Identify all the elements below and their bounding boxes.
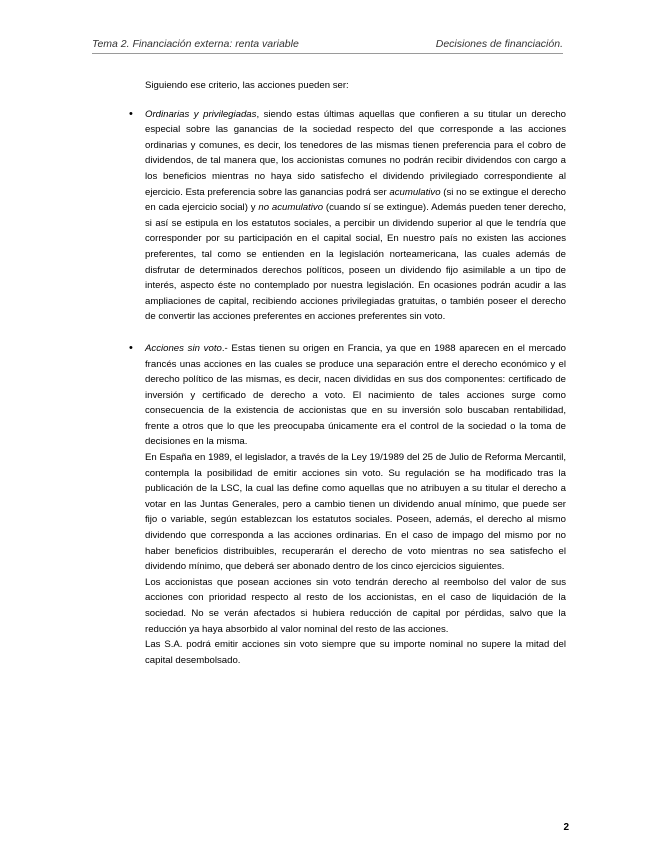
paragraph-emision: Las S.A. podrá emitir acciones sin voto siempre que su importe nominal no supere la mitad del capital desembolsado. [145, 639, 566, 666]
page-header [92, 38, 563, 50]
header-left-title: Tema 2. Financiación externa: renta variable [92, 38, 299, 50]
bullet-paragraph [145, 341, 566, 450]
bullet1-text-a: , siendo estas últimas aquellas que confieren a su titular un derecho especial sobre las ganancias de la sociedad respecto del que corresponde a las acciones ordinarias y comunes, es decir, los tenedores de las mismas tienen preferencia para el cobro de dividendos, de tal manera que, los accionistas comunes no podrán recibir dividendos con cargo a los beneficios mientras no haya sido satisfecho el dividendo privilegiado correspondiente al ejercicio. Esta preferencia sobre las ganancias podrá ser [145, 108, 566, 198]
page-number: 2 [563, 822, 569, 833]
header-rule [92, 53, 563, 54]
term-no-acumulativo: no acumulativo [258, 202, 324, 214]
header-right-title: Decisiones de financiación. [435, 38, 563, 50]
bullet-icon: • [129, 341, 133, 354]
bullet1-text-c: (cuando sí se extingue). Además pueden tener derecho, si así se estipula en los estatutos sociales, a percibir un dividendo superior al que le tendría que corresponder por su participación en el capital social, En nuestro país no existen las acciones preferentes, tal como se entienden en la legislación norteamericana, las cuales además de disfrutar de determinados derechos políticos, poseen un dividendo fijo asimilable a un tipo de interés, aspecto éste no contemplado por nuestra legislación. En ocasiones podrán acudir a las ampliaciones de capital, recibiendo acciones privilegiadas gratuitas, o también poseer el derecho de convertir las acciones preferentes en acciones preferentes sin voto. [145, 202, 567, 323]
intro-paragraph: Siguiendo ese criterio, las acciones pueden ser: [145, 80, 349, 91]
bullet1-text-b: (si no se extingue el derecho en cada ejercicio social) y [145, 186, 566, 214]
term-ordinarias: Ordinarias y privilegiadas [145, 108, 257, 120]
bullet2-text-a: .- Estas tienen su origen en Francia, ya que en 1988 aparecen en el mercado francés unas acciones en las cuales se produce una separación entre el derecho económico y el derecho político de las mismas, es decir, nacen divididas en sus dos componentes: certificado de inversión y certificado de derecho a voto. El nacimiento de tales acciones surge como consecuencia de la existencia de accionistas que en su inversión solo buscaban rentabilidad, frente a otros que lo que les preocupaba únicamente era el control de la sociedad o la toma de decisiones en la misma. [145, 342, 567, 448]
paragraph-reembolso: Los accionistas que posean acciones sin voto tendrán derecho al reembolso del valor de sus acciones con prioridad respecto al resto de los accionistas, en el caso de liquidación de la sociedad. No se verán afectados si hubiera reducción de capital por pérdidas, salvo que la reducción ya haya absorbido al valor nominal del resto de las acciones. [145, 576, 566, 635]
term-sin-voto: Acciones sin voto [145, 342, 222, 354]
list-item-sin-voto [129, 341, 567, 668]
document-body [129, 70, 567, 668]
term-acumulativo: acumulativo [389, 186, 441, 198]
list-item-ordinarias [129, 107, 567, 325]
bullet-paragraph [145, 107, 566, 325]
bullet-icon: • [129, 107, 133, 120]
paragraph-espana: En España en 1989, el legislador, a través de la Ley 19/1989 del 25 de Julio de Reforma Mercantil, contempla la posibilidad de emitir acciones sin voto. Su regulación se ha modificado tras la publicación de la LSC, la cual las define como aquellas que no atribuyen a su titular el derecho a votar en las Juntas Generales, pero a cambio tienen un dividendo anual mínimo, que puede ser fijo o variable, según establezcan los estatutos sociales. Poseen, además, el derecho al mismo dividendo que corresponda a las acciones ordinarias. En el caso de impago del mismo por no haber beneficios distribuibles, recuperarán el derecho de voto mientras no sea satisfecho el dividendo mínimo, que deberá ser abonado dentro de los cinco ejercicios siguientes. [145, 452, 566, 573]
